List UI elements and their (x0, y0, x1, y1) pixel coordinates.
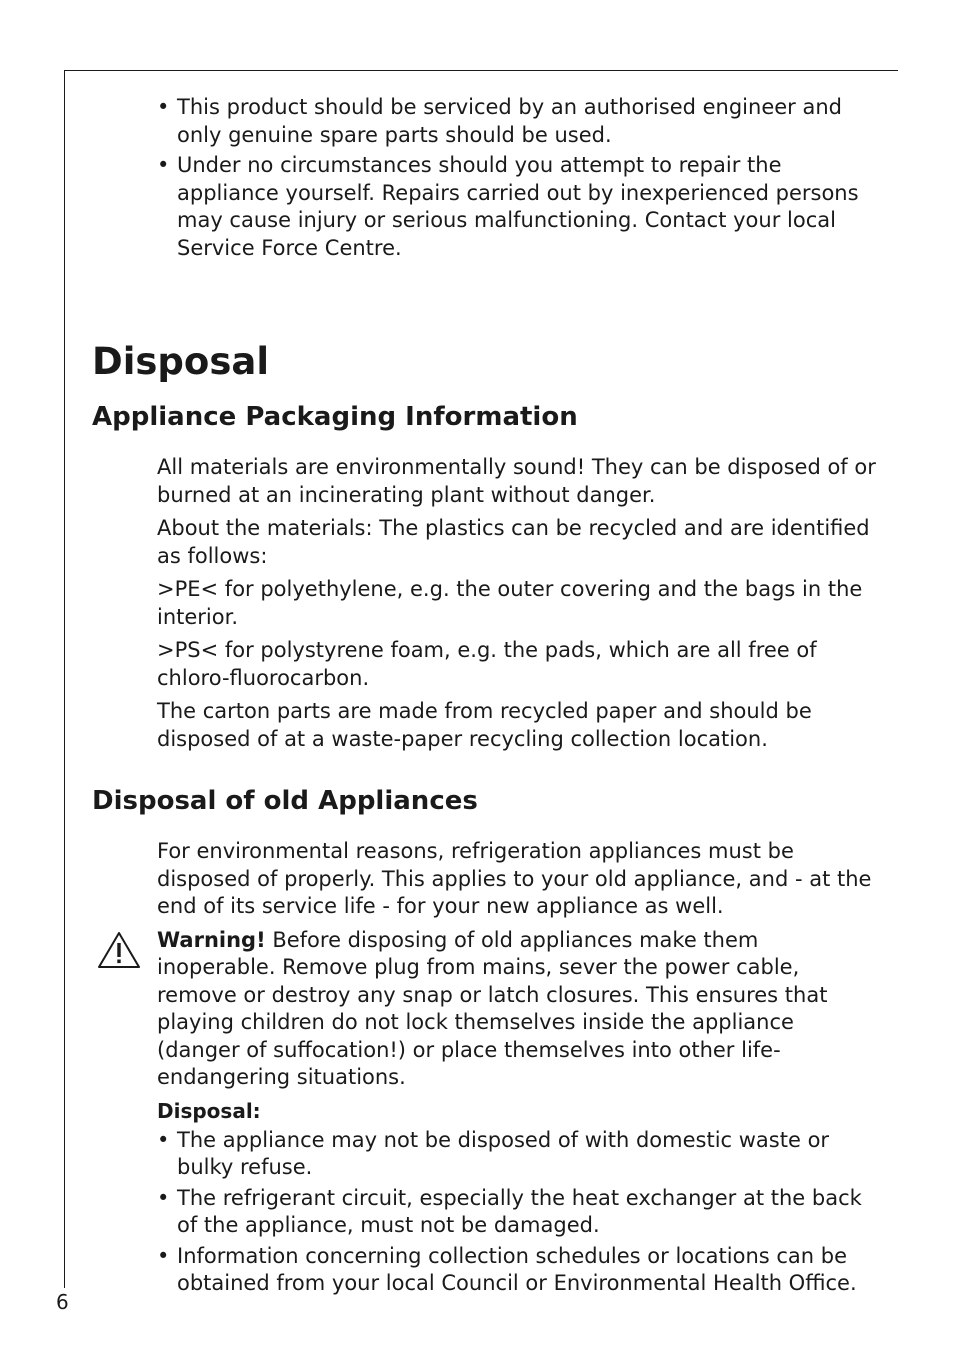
left-rule (64, 70, 65, 1288)
top-rule (64, 70, 898, 71)
list-item: • This product should be serviced by an authorised engineer and only genuine spare parts should be used. (157, 94, 877, 149)
packaging-body (157, 454, 882, 759)
old-appliances-body (157, 838, 882, 1301)
paragraph: All materials are environmentally sound! They can be disposed of or burned at an incinerating plant without danger. (157, 455, 876, 507)
page-title: Disposal (92, 340, 269, 383)
paragraph: >PE< for polyethylene, e.g. the outer covering and the bags in the interior. (157, 577, 863, 629)
old-appliances-heading: Disposal of old Appliances (92, 786, 478, 816)
warning-triangle-icon (96, 930, 142, 970)
warning-paragraph (157, 927, 882, 1092)
disposal-bullet-list (157, 1127, 877, 1298)
packaging-heading: Appliance Packaging Information (92, 402, 578, 432)
disposal-subheading: Disposal: (157, 1098, 261, 1123)
warning-text: Before disposing of old appliances make them inoperable. Remove plug from mains, sever the power cable, remove or destroy any snap or latch closures. This ensures that playing children do not lock themselves inside the appliance (danger of suffocation!) or place themselves into other life-endangering situations. (157, 927, 828, 1089)
list-item: • The appliance may not be disposed of with domestic waste or bulky refuse. (157, 1127, 877, 1182)
page-number: 6 (56, 1290, 69, 1314)
paragraph: >PS< for polystyrene foam, e.g. the pads, which are all free of chloro-fluorocarbon. (157, 638, 817, 690)
paragraph: For environmental reasons, refrigeration appliances must be disposed of properly. This applies to your old appliance, and - at the end of its service life - for your new appliance as well. (157, 839, 872, 918)
intro-bullet-list (157, 94, 877, 265)
paragraph: The carton parts are made from recycled paper and should be disposed of at a waste-paper recycling collection location. (157, 699, 812, 751)
list-item: • Under no circumstances should you attempt to repair the appliance yourself. Repairs carried out by inexperienced persons may cause injury or serious malfunctioning. Contact your local Service Force Centre. (157, 152, 877, 262)
list-item: • The refrigerant circuit, especially the heat exchanger at the back of the appliance, must not be damaged. (157, 1185, 877, 1240)
paragraph: About the materials: The plastics can be recycled and are identified as follows: (157, 516, 870, 568)
warning-label: Warning! (157, 927, 266, 952)
list-item: • Information concerning collection schedules or locations can be obtained from your local Council or Environmental Health Office. (157, 1243, 877, 1298)
